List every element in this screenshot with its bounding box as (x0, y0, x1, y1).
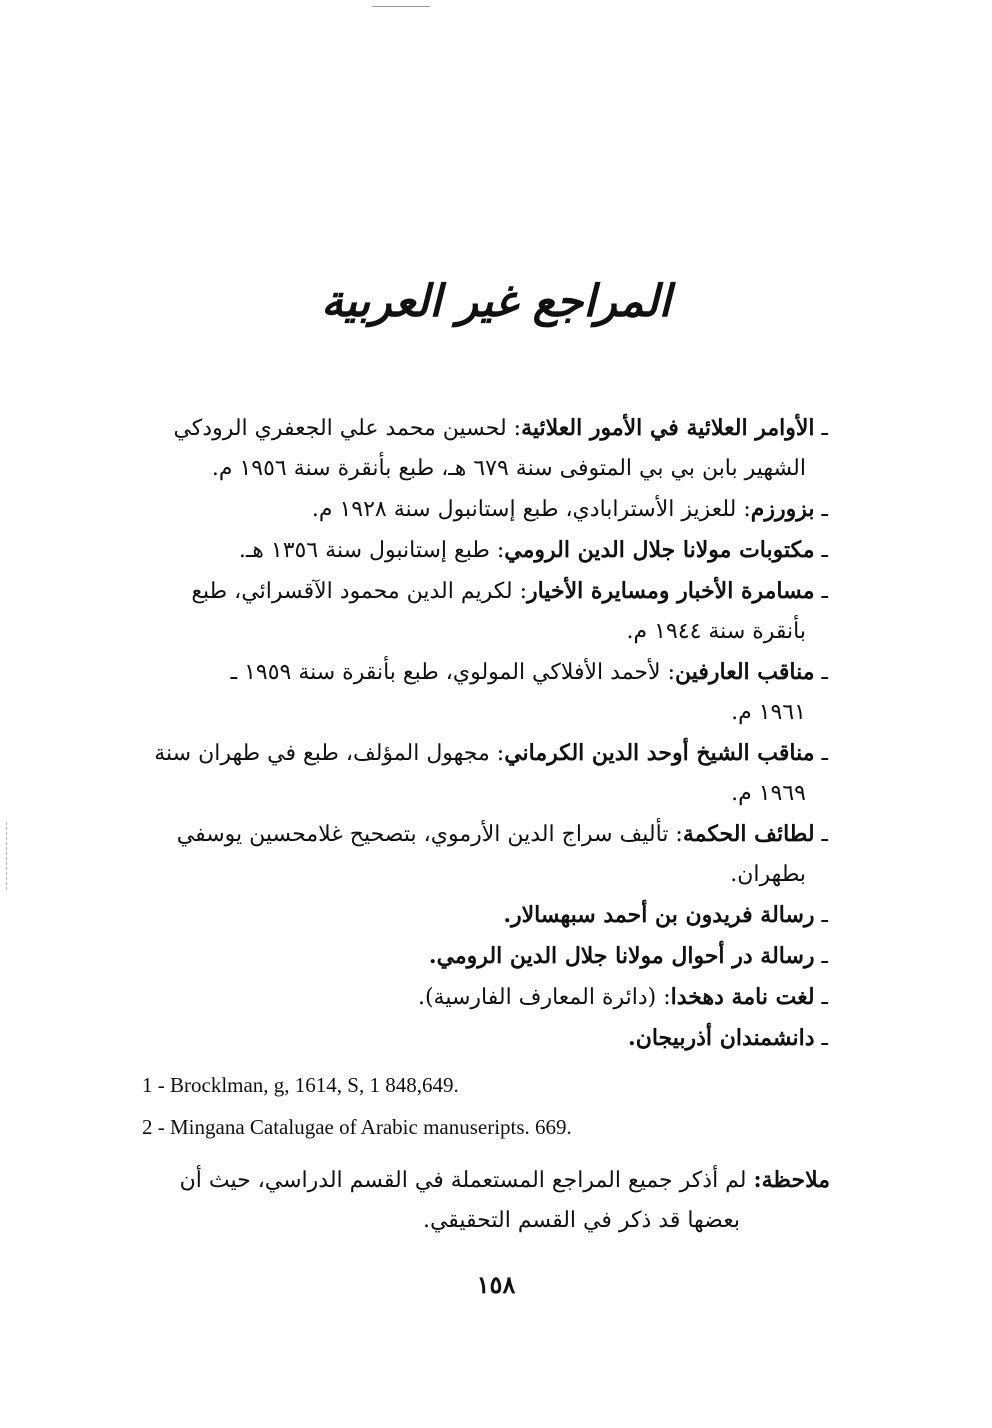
reference-continuation: بطهران. (730, 862, 806, 887)
reference-title: رسالة در أحوال مولانا جلال الدين الرومي. (428, 943, 815, 969)
page-title: المراجع غير العربية (321, 276, 671, 327)
reference-entry (130, 571, 828, 652)
reference-first-line: ـ بزورزم: للعزيز الأسترابادي، طبع إستانبول سنة ١٩٢٨ م. (311, 496, 828, 522)
footnote-2: 2 - Mingana Catalugae of Arabic manuseripts. 669. (142, 1115, 572, 1139)
reference-continuation: بأنقرة سنة ١٩٤٤ م. (626, 619, 806, 644)
reference-first-line: ـ مناقب العارفين: لأحمد الأفلاكي المولوي، طبع بأنقرة سنة ١٩٥٩ ـ (230, 659, 828, 685)
note-line-2: بعضها قد ذكر في القسم التحقيقي. (422, 1208, 740, 1233)
reference-entry (130, 489, 828, 530)
reference-continuation: ١٩٦١ م. (731, 700, 806, 725)
page-number: ١٥٨ (476, 1270, 516, 1299)
references-list (130, 408, 828, 1059)
reference-first-line: ـ مناقب الشيخ أوحد الدين الكرماني: مجهول المؤلف، طبع في طهران سنة (154, 740, 828, 766)
reference-entry (130, 936, 828, 977)
reference-title: لغت نامة دهخدا (670, 984, 815, 1010)
reference-title: رسالة فريدون بن أحمد سبهسالار. (503, 902, 815, 928)
reference-first-line: ـ دانشمندان أذربيجان. (628, 1025, 828, 1051)
reference-detail: (دائرة المعارف الفارسية). (417, 985, 657, 1010)
reference-first-line: ـ مسامرة الأخبار ومسايرة الأخيار: لكريم الدين محمود الآقسرائي، طبع (191, 578, 828, 604)
footnotes (142, 1064, 842, 1148)
reference-entry (130, 652, 828, 733)
reference-continuation: الشهير بابن بي بي المتوفى سنة ٦٧٩ هـ، طبع بأنقرة سنة ١٩٥٦ م. (211, 456, 806, 481)
footnote-1: 1 - Brocklman, g, 1614, S, 1 848,649. (142, 1073, 459, 1097)
reference-first-line: ـ رسالة فريدون بن أحمد سبهسالار. (503, 902, 828, 928)
reference-detail: لأحمد الأفلاكي المولوي، طبع بأنقرة سنة ١٩٥٩ ـ (230, 660, 661, 685)
note (140, 1160, 830, 1241)
note-label: ملاحظة: (753, 1167, 830, 1193)
reference-title: مكتوبات مولانا جلال الدين الرومي (504, 537, 815, 563)
reference-entry (130, 408, 828, 489)
reference-first-line: ـ مكتوبات مولانا جلال الدين الرومي: طبع إستانبول سنة ١٣٥٦ هـ. (238, 537, 828, 563)
reference-detail: للعزيز الأسترابادي، طبع إستانبول سنة ١٩٢٨ م. (311, 497, 737, 522)
reference-entry (130, 1018, 828, 1059)
reference-title: دانشمندان أذربيجان. (628, 1025, 815, 1051)
reference-title: لطائف الحكمة (682, 821, 815, 847)
reference-detail: مجهول المؤلف، طبع في طهران سنة (154, 741, 490, 766)
reference-title: الأوامر العلائية في الأمور العلائية (521, 415, 815, 441)
top-rule (372, 6, 430, 7)
reference-title: مسامرة الأخبار ومسايرة الأخيار (527, 578, 815, 604)
reference-title: مناقب العارفين (674, 659, 815, 685)
reference-first-line: ـ لطائف الحكمة: تأليف سراج الدين الأرموي، بتصحيح غلامحسين يوسفي (176, 821, 828, 847)
reference-detail: لحسين محمد علي الجعفري الرودكي (173, 416, 507, 441)
reference-entry (130, 530, 828, 571)
reference-first-line: ـ الأوامر العلائية في الأمور العلائية: لحسين محمد علي الجعفري الرودكي (173, 415, 828, 441)
reference-detail: طبع إستانبول سنة ١٣٥٦ هـ. (238, 538, 490, 563)
reference-detail: تأليف سراج الدين الأرموي، بتصحيح غلامحسين يوسفي (176, 822, 669, 847)
reference-entry (130, 895, 828, 936)
reference-continuation: ١٩٦٩ م. (731, 781, 806, 806)
reference-entry (130, 977, 828, 1018)
reference-first-line: ـ رسالة در أحوال مولانا جلال الدين الرومي. (428, 943, 828, 969)
note-line-1: لم أذكر جميع المراجع المستعملة في القسم الدراسي، حيث أن (179, 1168, 747, 1193)
reference-entry (130, 733, 828, 814)
reference-entry (130, 814, 828, 895)
reference-title: مناقب الشيخ أوحد الدين الكرماني (504, 740, 815, 766)
note-first-line (140, 1160, 830, 1201)
reference-title: بزورزم (750, 496, 815, 522)
reference-detail: لكريم الدين محمود الآقسرائي، طبع (191, 579, 513, 604)
reference-first-line: ـ لغت نامة دهخدا: (دائرة المعارف الفارسية). (417, 984, 828, 1010)
scan-edge-mark (6, 822, 8, 890)
